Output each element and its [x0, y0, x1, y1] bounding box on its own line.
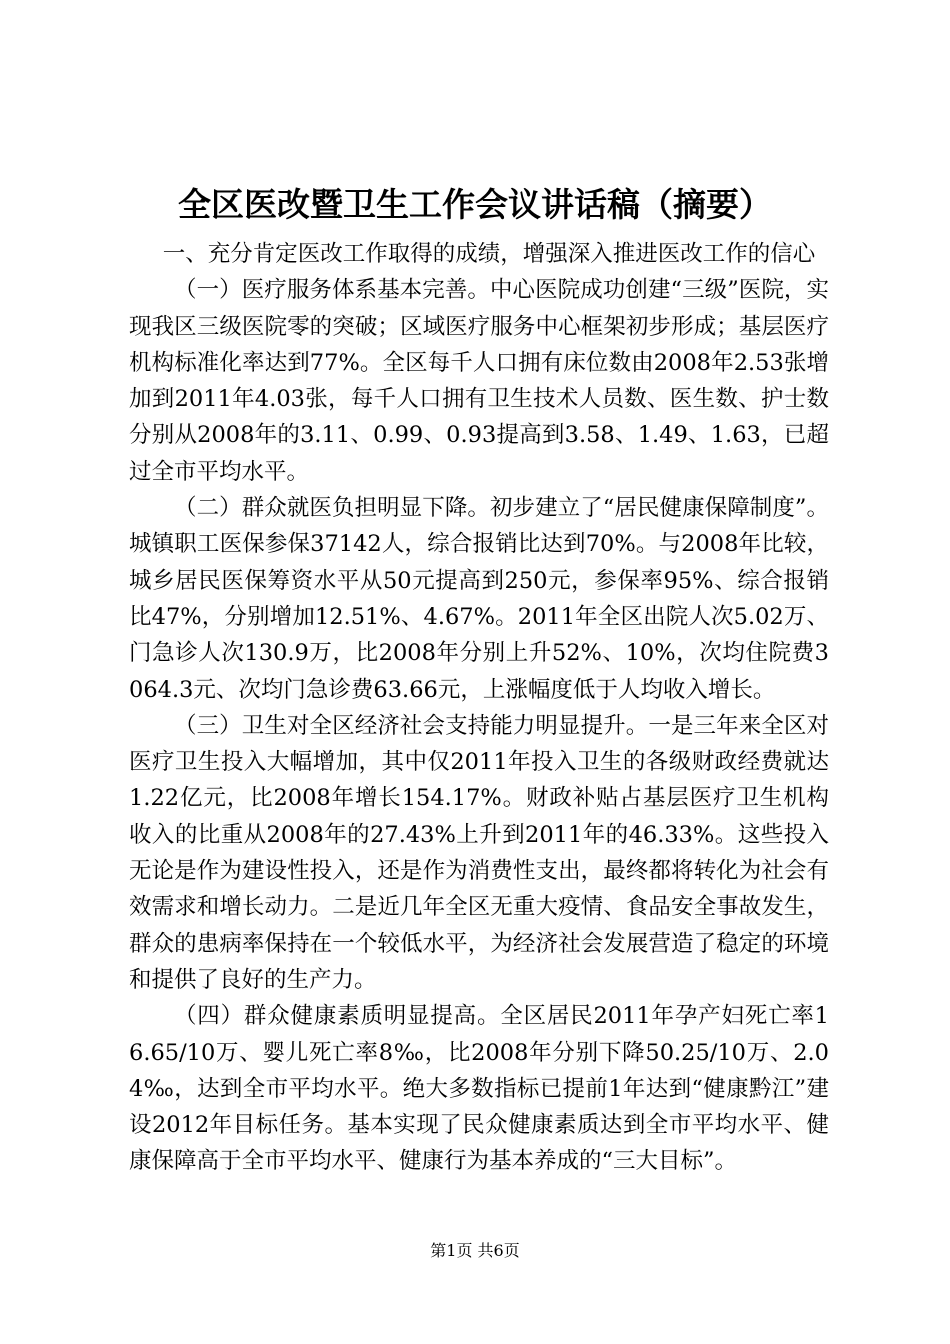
paragraph-economic-support: （三）卫生对全区经济社会支持能力明显提升。一是三年来全区对医疗卫生投入大幅增加，其中仅2011年投入卫生的各级财政经费就达1.22亿元，比2008年增长154.17%。财政补贴占基层医疗卫生机构收入的比重从2008年的27.43%上升到2011年的46.33%。这些投入无论是作为建设性投入，还是作为消费性支出，最终都将转化为社会有效需求和增长动力。二是近几年全区无重大疫情、食品安全事故发生，群众的患病率保持在一个较低水平，为经济社会发展营造了稳定的环境和提供了良好的生产力。 [129, 712, 829, 993]
document-body [129, 236, 829, 1180]
paragraph-medical-service-system: （一）医疗服务体系基本完善。中心医院成功创建“三级”医院，实现我区三级医院零的突破；区域医疗服务中心框架初步形成；基层医疗机构标准化率达到77%。全区每千人口拥有床位数由2008年2.53张增加到2011年4.03张，每千人口拥有卫生技术人员数、医生数、护士数分别从2008年的3.11、0.99、0.93提高到3.58、1.49、1.63，已超过全市平均水平。 [129, 277, 829, 485]
paragraph-health-quality: （四）群众健康素质明显提高。全区居民2011年孕产妇死亡率16.65/10万、婴儿死亡率8‰，比2008年分别下降50.25/10万、2.04‰，达到全市平均水平。绝大多数指标已提前1年达到“健康黔江”建设2012年目标任务。基本实现了民众健康素质达到全市平均水平、健康保障高于全市平均水平、健康行为基本养成的“三大目标”。 [129, 1003, 829, 1175]
paragraph-medical-burden: （二）群众就医负担明显下降。初步建立了“居民健康保障制度”。城镇职工医保参保37142人，综合报销比达到70%。与2008年比较，城乡居民医保筹资水平从50元提高到250元，参保率95%、综合报销比47%，分别增加12.51%、4.67%。2011年全区出院人次5.02万、门急诊人次130.9万，比2008年分别上升52%、10%，次均住院费3064.3元、次均门急诊费63.66元，上涨幅度低于人均收入增长。 [129, 495, 829, 703]
document-title: 全区医改暨卫生工作会议讲话稿（摘要） [178, 185, 772, 224]
page-footer: 第1页 共6页 [430, 1241, 520, 1260]
section-heading: 一、充分肯定医改工作取得的成绩，增强深入推进医改工作的信心 [162, 241, 816, 267]
